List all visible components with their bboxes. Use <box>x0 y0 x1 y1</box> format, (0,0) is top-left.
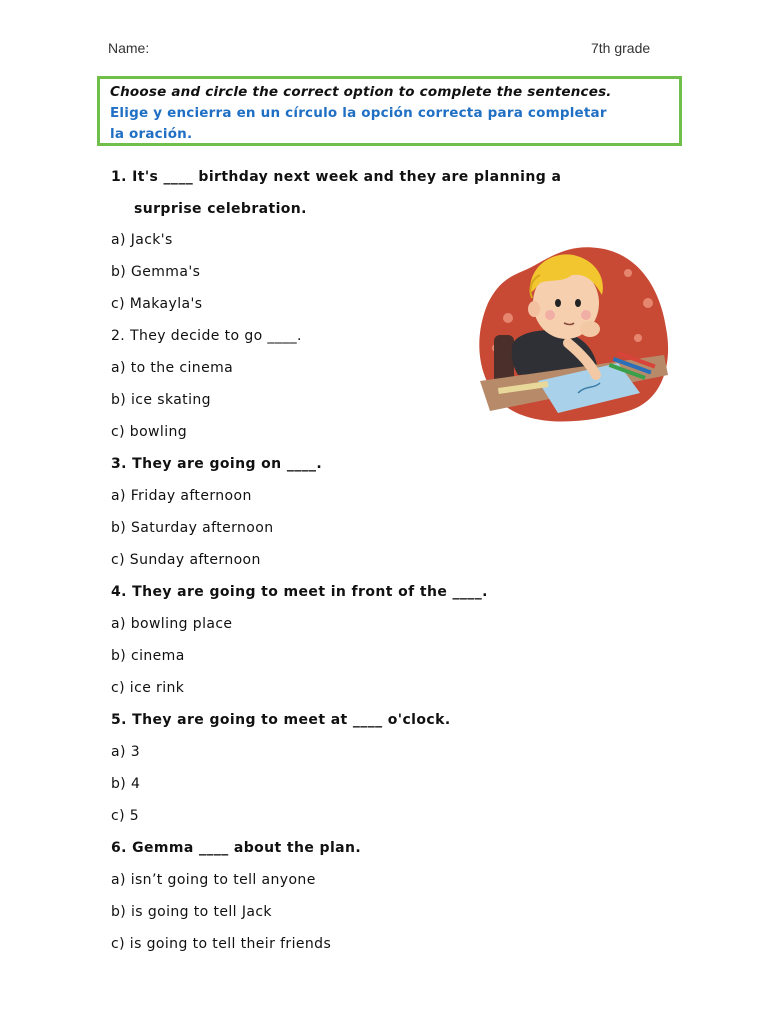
option-1c[interactable]: c) Makayla's <box>111 296 203 312</box>
option-4a[interactable]: a) bowling place <box>111 616 233 632</box>
question-4: 4. They are going to meet in front of the ____. <box>111 584 488 600</box>
option-3c[interactable]: c) Sunday afternoon <box>111 552 261 568</box>
question-3: 3. They are going on ____. <box>111 456 323 472</box>
option-5b[interactable]: b) 4 <box>111 776 141 792</box>
instructions-spanish-line1: Elige y encierra en un círculo la opción correcta para completar <box>110 105 607 121</box>
question-2: 2. They decide to go ____. <box>111 328 302 344</box>
name-label: Name: <box>108 40 150 56</box>
option-5a[interactable]: a) 3 <box>111 744 140 760</box>
option-3b[interactable]: b) Saturday afternoon <box>111 520 274 536</box>
option-3a[interactable]: a) Friday afternoon <box>111 488 252 504</box>
instructions-english: Choose and circle the correct option to complete the sentences. <box>110 84 612 100</box>
grade-label: 7th grade <box>591 40 651 56</box>
option-4c[interactable]: c) ice rink <box>111 680 185 696</box>
question-5: 5. They are going to meet at ____ o'clock. <box>111 712 451 728</box>
question-1: 1. It's ____ birthday next week and they are planning a <box>111 169 562 185</box>
instructions-box <box>97 76 682 146</box>
instructions-spanish-line2: la oración. <box>110 126 193 142</box>
option-4b[interactable]: b) cinema <box>111 648 185 664</box>
question-6: 6. Gemma ____ about the plan. <box>111 840 362 856</box>
option-1a[interactable]: a) Jack's <box>111 232 173 248</box>
option-1b[interactable]: b) Gemma's <box>111 264 201 280</box>
question-1-continued: surprise celebration. <box>134 201 307 217</box>
boy-drawing-illustration-icon <box>468 243 674 425</box>
option-2a[interactable]: a) to the cinema <box>111 360 234 376</box>
option-6c[interactable]: c) is going to tell their friends <box>111 936 332 952</box>
option-5c[interactable]: c) 5 <box>111 808 140 824</box>
option-6a[interactable]: a) isn’t going to tell anyone <box>111 872 316 888</box>
option-2b[interactable]: b) ice skating <box>111 392 211 408</box>
option-2c[interactable]: c) bowling <box>111 424 188 440</box>
option-6b[interactable]: b) is going to tell Jack <box>111 904 272 920</box>
